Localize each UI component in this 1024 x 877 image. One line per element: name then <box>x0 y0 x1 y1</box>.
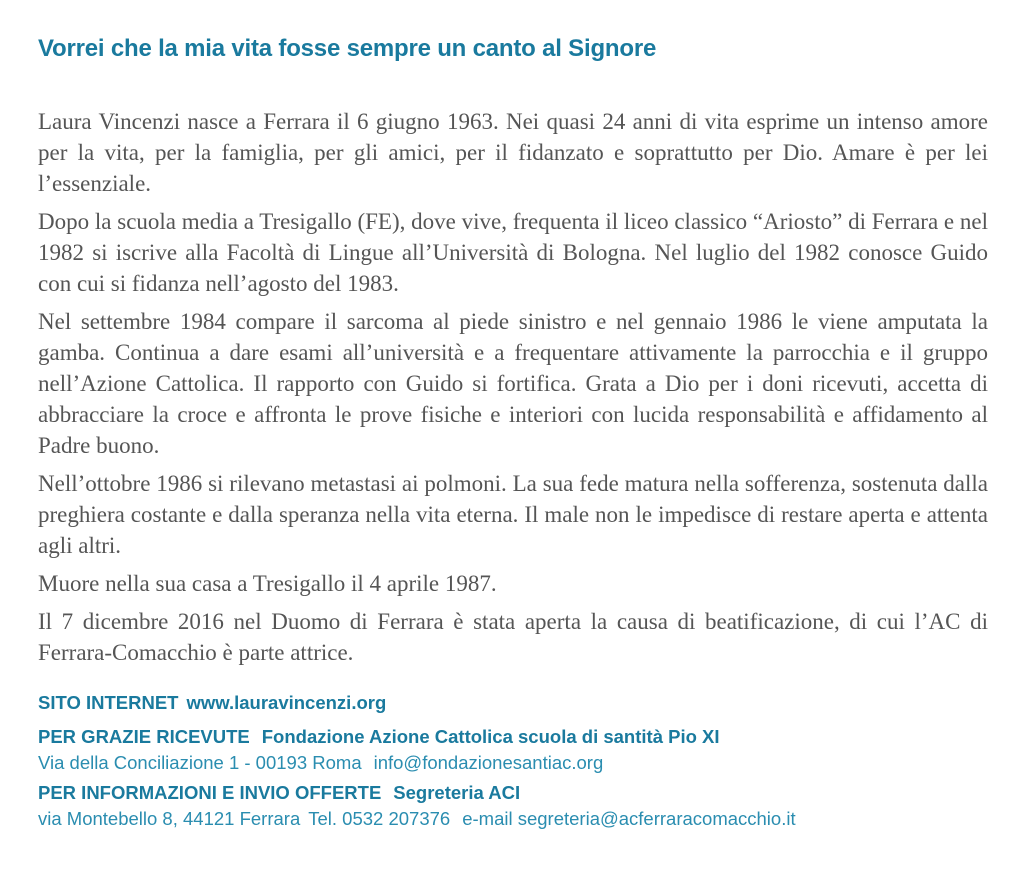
bio-paragraph: Nell’ottobre 1986 si rilevano metastasi ai polmoni. La sua fede matura nella sofferenza, sostenuta dalla preghiera costante e dalla speranza nella vita eterna. Il male non le impedisce di restare aperta e attenta agli altri. <box>38 471 988 558</box>
info-address: via Montebello 8, 44121 Ferrara <box>38 808 301 829</box>
biography <box>38 106 988 668</box>
grazie-address-row <box>38 750 988 776</box>
info-label: PER INFORMAZIONI E INVIO OFFERTE <box>38 782 382 803</box>
info-address-row <box>38 806 988 832</box>
bio-paragraph: Nel settembre 1984 compare il sarcoma al piede sinistro e nel gennaio 1986 le viene amputata la gamba. Continua a dare esami all’università e a frequentare attivamente la parrocchia e il gruppo nell’Azione Cattolica. Il rapporto con Guido si fortifica. Grata a Dio per i doni ricevuti, accetta di abbracciare la croce e affronta le prove fisiche e interiori con lucida responsabilità e affidamento al Padre buono. <box>38 309 988 458</box>
info-phone: Tel. 0532 207376 <box>308 808 451 829</box>
info-organization: Segreteria ACI <box>393 782 521 803</box>
grazie-row <box>38 724 988 750</box>
page-content <box>38 34 988 675</box>
bio-paragraph: Dopo la scuola media a Tresigallo (FE), dove vive, frequenta il liceo classico “Ariosto” di Ferrara e nel 1982 si iscrive alla Facoltà di Lingue all’Università di Bologna. Nel luglio del 1982 conosce Guido con cui si fidanza nell’agosto del 1983. <box>38 209 988 296</box>
website-label: SITO INTERNET <box>38 692 179 713</box>
grazie-address: Via della Conciliazione 1 - 00193 Roma <box>38 752 362 773</box>
bio-paragraph: Laura Vincenzi nasce a Ferrara il 6 giugno 1963. Nei quasi 24 anni di vita esprime un intenso amore per la vita, per la famiglia, per gli amici, per il fidanzato e soprattutto per Dio. Amare è per lei l’essenziale. <box>38 109 988 196</box>
info-email-link[interactable]: e-mail segreteria@acferraracomacchio.it <box>462 808 796 829</box>
bio-paragraph: Muore nella sua casa a Tresigallo il 4 aprile 1987. <box>38 571 497 596</box>
website-link[interactable]: www.lauravincenzi.org <box>186 692 387 713</box>
grazie-label: PER GRAZIE RICEVUTE <box>38 726 250 747</box>
website-row <box>38 690 988 716</box>
grazie-organization: Fondazione Azione Cattolica scuola di santità Pio XI <box>261 726 720 747</box>
page-title: Vorrei che la mia vita fosse sempre un canto al Signore <box>38 35 657 62</box>
contacts-section <box>38 690 988 832</box>
grazie-email-link[interactable]: info@fondazionesantiac.org <box>373 752 604 773</box>
bio-paragraph: Il 7 dicembre 2016 nel Duomo di Ferrara è stata aperta la causa di beatificazione, di cui l’AC di Ferrara-Comacchio è parte attrice. <box>38 609 988 665</box>
info-row <box>38 780 988 806</box>
